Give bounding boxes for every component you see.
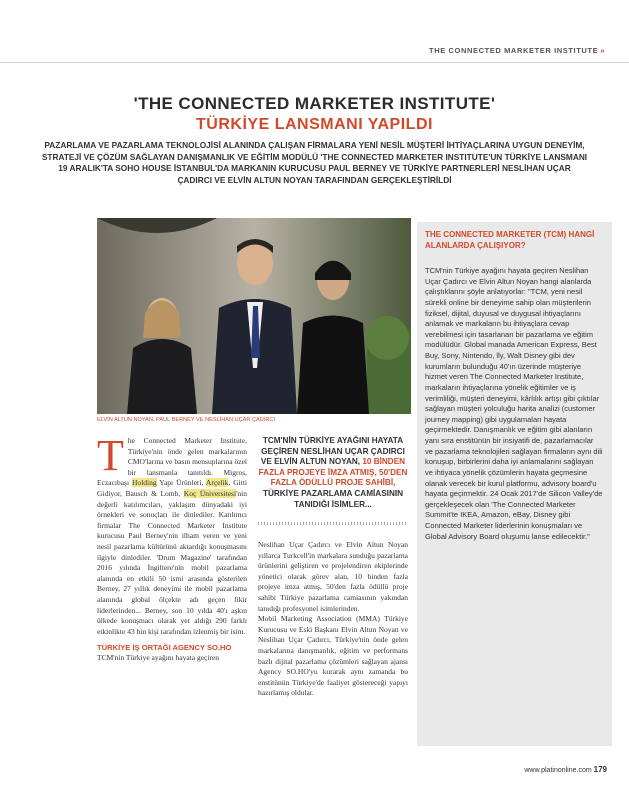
photo-caption: ELVİN ALTUN NOYAN, PAUL BERNEY VE NESLİHAN UÇAR ÇADIRCI [97,417,276,423]
lead-paragraph: PAZARLAMA VE PAZARLAMA TEKNOLOJİSİ ALANINDA ÇALIŞAN FİRMALARA YENİ NESİL MÜŞTERİ İHTİYAÇLARINA UYGUN DENEYİM, STRATEJİ VE ÇÖZÜM SAĞLAYAN DANIŞMANLIK VE EĞİTİM MODÜLÜ 'THE CONNECTED MARKETER INSTITUTE'UN TÜRKİYE LANSMANI 19 ARALIK'TA SOHO HOUSE İSTANBUL'DA MARKANIN KURUCUSU PAUL BERNEY VE TÜRKİYE PARTNERLERİ NESLİHAN UÇAR ÇADIRCI VE ELVİN ALTUN NOYAN TARAFINDAN GERÇEKLEŞTİRİLDİ [41,140,588,185]
headline: 'THE CONNECTED MARKETER INSTITUTE' [133,94,496,113]
body-text: Neslihan Uçar Çadırcı ve Elvin Altun Noyan yıllarca Turkcell'in markalara sunduğu pazarlama ürünlerini geliştiren ve projelendiren ekiplerinde yönetici olarak görev alan, 10 binden fazla projeye imza atmış, 50'den fazla ödüllü proje sahibi Türkiye pazarlama camiasının yakından tanıdığı profesyonel isimlerinden. [258,540,408,613]
body-text: Yapı Ürünleri, [156,478,206,488]
dotted-divider [258,522,408,525]
subheading: TÜRKİYE İŞ ORTAĞI AGENCY SO.HO [97,643,232,653]
page-number: 179 [593,765,607,774]
sidebar-heading: THE CONNECTED MARKETER (TCM) HANGİ ALANLARDA ÇALIŞIYOR? [425,230,595,250]
middle-column [258,540,408,699]
header-divider [0,62,629,63]
pull-quote-text: TÜRKİYE PAZARLAMA CAMİASININ TANIDIĞI İSİMLER... [262,488,404,509]
page-footer [524,765,607,774]
pull-quote-accent: 10 BİNDEN FAZLA PROJEYE İMZA ATMIŞ, 50'DEN FAZLA ÖDÜLLÜ PROJE SAHİBİ, [258,457,408,488]
body-text: 'nin değerli katılımcıları, yaklaşım dünyadaki iyi örnekleri ve sonuçları ile dinlediler. Katılımcı firmalar The Connected Marketer Institute kurucusu Paul Berney'nin ilham veren ve yeni nesil pazarlama kültürünü aktardığı konuşmasını ilgiyle dinlediler. 'Drum Magazine' tarafından 2016 yılında İngiltere'nin mobil pazarlama alanında en etkili 50 ismi arasında gösterilen Berney, 27 yıllık deneyimi ile mobil pazarlama alanında global ölçekte adı geçen fikir liderlerinden... Berney, son 10 yılda 40'ı aşkın ülkede konuşmacı olarak yer aldığı 290 farklı etkinlikte 43 bin kişi tarafından izlenmiş bir isim. [97,488,247,636]
drop-cap: T [97,431,124,480]
group-photo-illustration [97,218,411,414]
pull-quote-text: TCM'NİN TÜRKİYE AYAĞINI HAYATA GEÇİREN NESLİHAN UÇAR ÇADIRCI VE ELVİN ALTUN NOYAN, [260,436,405,467]
highlighted-text: Holding [132,478,157,488]
pull-quote [258,436,408,510]
body-text: Mobil Marketing Association (MMA) Türkiye Kurucusu ve Eski Başkanı Elvin Altun Noyan ve Neslihan Uçar Çadırcı, Türkiye'nin önde gelen markalarına danışmanlık, eğitim ve performans bazlı dijital pazarlama çözümleri sağlayan ajansı Agency SO.HO'yu kurarak aynı zamanda bu enstitünün Türkiye'de faaliyet göstereceği yapıyı hazırlamış oldular. [258,614,408,698]
footer-url[interactable]: www.platinonline.com [524,767,592,774]
highlighted-text: Arçelik [205,478,229,488]
body-text: he Connected Marketer Institute, Türkiye'nin önde gelen markalarının CMO'larına ve basın mensuplarına özel bir lansmanla tanıtıldı. Migros, Eczacıbaşı [97,436,247,488]
headline-accent: TÜRKİYE LANSMANI YAPILDI [196,116,433,133]
sidebar-body: TCM'nin Türkiye ayağını hayata geçiren Neslihan Uçar Çadırcı ve Elvin Altun Noyan hangi alanlarda çalıştıklarını şöyle anlatıyorlar: "TCM, yeni nesil sürekli online bir deneyime sahip olan müşterilerin fiziksel, dijital, duyusal ve duygusal ihtiyaçlarını anlamak ve markaların bu ihtiyaçlara cevap verebilmesi için tasarlanan bir pazarlama ve eğitim modülüdür. Global manada American Express, Best Buy, Sony, Nintendo, lly, Walt Disney gibi dev kurumların bulunduğu 40'ın üzerinde müşteriye hizmet veren The Connected Marketer Institute, markaların ihtiyaçlarına yönelik eğitimler ve iş verimliliği, müşteri deneyimi, kârlılık artışı gibi çıktılar sağlayan müşteri yolculuğu harita analizi (customer journey mapping) gibi uygulamaları hayata geçirmektedir. Danışmanlık ve eğitim gibi alanların yanı sıra enstitünün bir insiyatifi de, pazarlamacılar ve pazarlama teknolojileri sağlayan firmaların aynı dili konuşup, birbirlerini daha iyi anlamalarını sağlayan ve ihtiyaca yönelik çözümlerin hayata geçmesine olanak verecek bir kurul platformu, advisory board'u hayata geçirmektir. 24 Ocak 2017'de Silicon Valley'de gerçekleşecek olan 'The Connected Marketer Summit'te IKEA, Amazon, eBay, Disney gibi Connected Marketer liderlerinin konuşmaları ve Global Advisory Board oluşumu lanse edilecektir." [425,266,603,541]
double-chevron-icon: » [600,46,605,55]
highlighted-text: Koç Üniversitesi [183,488,237,498]
section-label: THE CONNECTED MARKETER INSTITUTE [429,46,599,55]
photo [97,218,411,414]
body-text: , Gitti Gidiyor, Bausch & Lomb, [97,478,248,498]
left-column [97,431,248,664]
body-text: TCM'nin Türkiye ayağını hayata geçiren [97,653,220,663]
section-header [429,46,605,55]
